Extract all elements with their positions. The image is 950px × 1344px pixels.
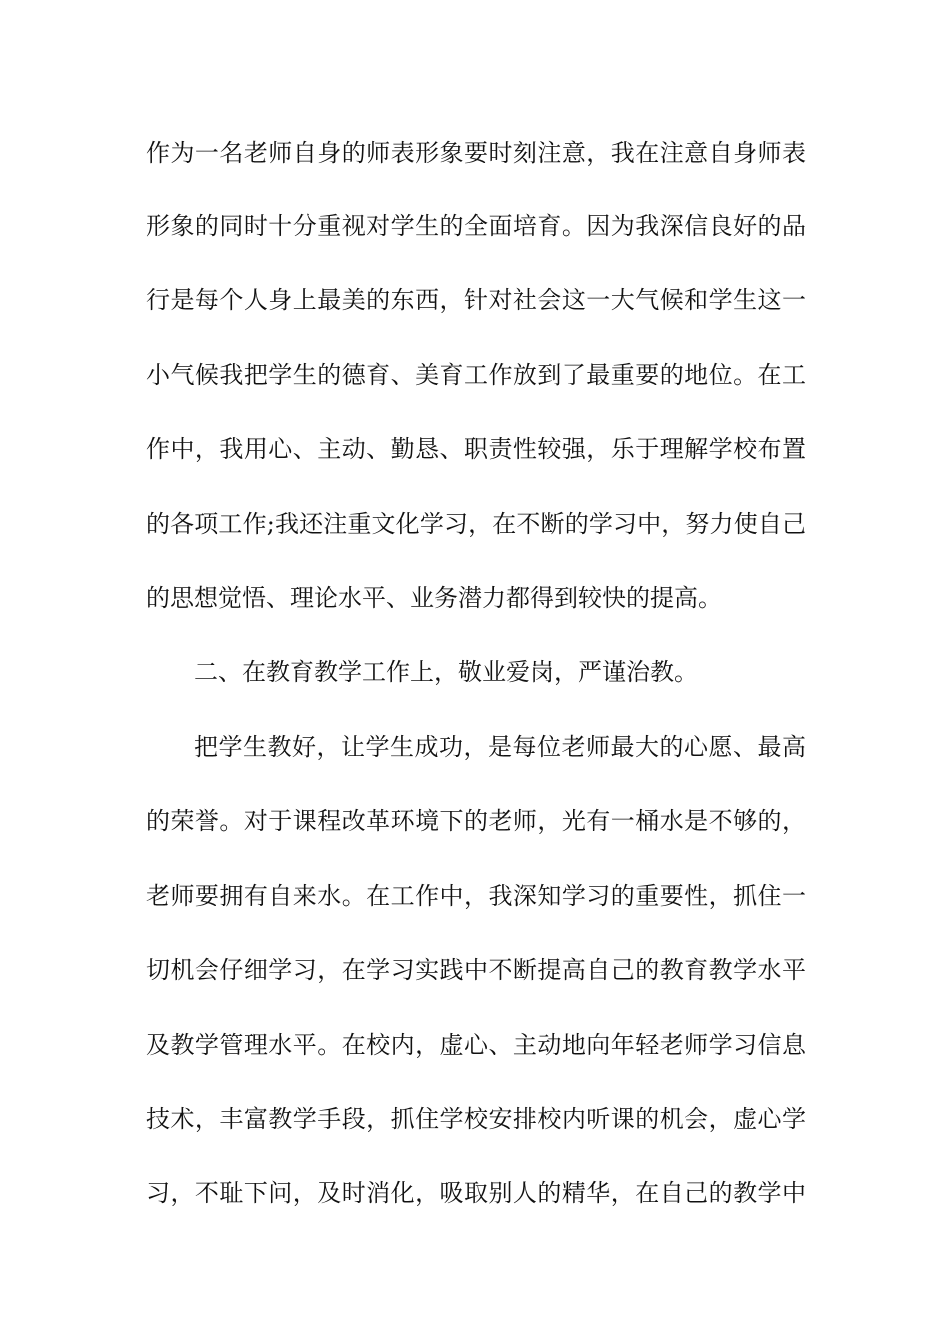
- paragraph-line-10: 老师要拥有自来水。在工作中，我深知学习的重要性，抓住一: [146, 882, 806, 910]
- paragraph-line-6: 的各项工作;我还注重文化学习，在不断的学习中，努力使自己: [146, 510, 806, 538]
- paragraph-line-4: 小气候我把学生的德育、美育工作放到了最重要的地位。在工: [146, 361, 806, 389]
- paragraph-line-11: 切机会仔细学习，在学习实践中不断提高自己的教育教学水平: [146, 956, 806, 984]
- paragraph-line-3: 行是每个人身上最美的东西，针对社会这一大气候和学生这一: [146, 286, 806, 314]
- section-heading: 二、在教育教学工作上，敬业爱岗，严谨治教。: [194, 658, 698, 686]
- paragraph-line-1: 作为一名老师自身的师表形象要时刻注意，我在注意自身师表: [146, 139, 806, 167]
- paragraph-line-9: 的荣誉。对于课程改革环境下的老师，光有一桶水是不够的，: [146, 807, 806, 835]
- paragraph-line-7: 的思想觉悟、理论水平、业务潜力都得到较快的提高。: [146, 584, 722, 612]
- paragraph-line-2: 形象的同时十分重视对学生的全面培育。因为我深信良好的品: [146, 212, 806, 240]
- paragraph-line-5: 作中，我用心、主动、勤恳、职责性较强，乐于理解学校布置: [146, 435, 806, 463]
- paragraph-line-13: 技术，丰富教学手段，抓住学校安排校内听课的机会，虚心学: [146, 1105, 806, 1133]
- paragraph-line-8: 把学生教好，让学生成功，是每位老师最大的心愿、最高: [194, 733, 806, 761]
- paragraph-line-14: 习，不耻下问，及时消化，吸取别人的精华，在自己的教学中: [146, 1179, 806, 1207]
- paragraph-line-12: 及教学管理水平。在校内，虚心、主动地向年轻老师学习信息: [146, 1031, 806, 1059]
